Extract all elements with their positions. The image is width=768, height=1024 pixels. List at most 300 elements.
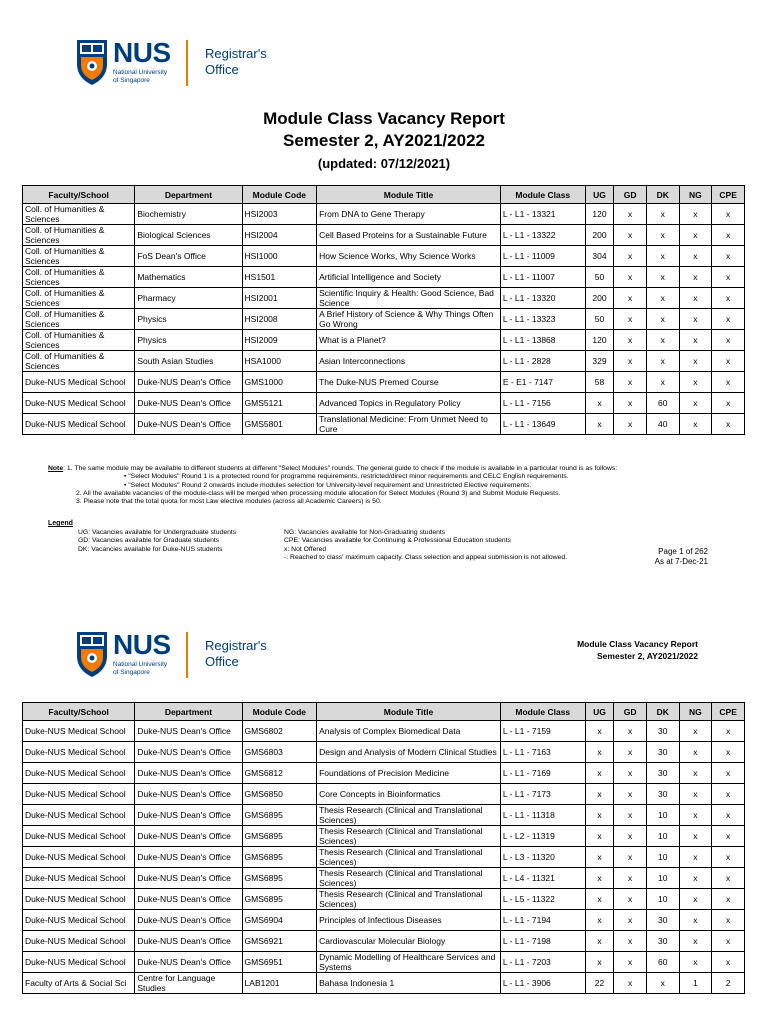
table-cell: x — [712, 225, 745, 246]
report-title: Module Class Vacancy Report — [263, 109, 505, 128]
table-row — [23, 721, 745, 742]
page2-semester: Semester 2, AY2021/2022 — [597, 651, 698, 661]
table-cell: x — [679, 826, 712, 847]
table-cell: x — [679, 225, 712, 246]
table-cell: Thesis Research (Clinical and Translational Sciences) — [317, 889, 501, 910]
table-cell: Principles of Infectious Diseases — [317, 910, 501, 931]
nus-subtitle: National University of Singapore — [113, 661, 168, 676]
table-cell: GMS6895 — [242, 826, 317, 847]
vacancy-table-page-1 — [22, 185, 745, 435]
table-cell: HSI2004 — [242, 225, 317, 246]
table-cell: x — [712, 288, 745, 309]
table-cell: x — [712, 309, 745, 330]
column-header: UG — [585, 186, 614, 204]
notes-label: Note — [48, 465, 64, 472]
table-cell: GMS6850 — [242, 784, 317, 805]
table-cell: GMS6895 — [242, 805, 317, 826]
table-cell: x — [712, 826, 745, 847]
table-cell: L - L2 - 11319 — [500, 826, 585, 847]
table-cell: Duke-NUS Medical School — [23, 805, 135, 826]
table-cell: Duke-NUS Medical School — [23, 742, 135, 763]
table-cell: GMS6921 — [242, 931, 317, 952]
logo-divider — [186, 40, 188, 86]
table-cell: x — [679, 721, 712, 742]
table-cell: Design and Analysis of Modern Clinical Studies — [317, 742, 501, 763]
table-cell: x — [679, 931, 712, 952]
table-cell: Duke-NUS Dean's Office — [135, 742, 242, 763]
table-cell: Duke-NUS Medical School — [23, 910, 135, 931]
table-cell: L - L1 - 7169 — [500, 763, 585, 784]
table-cell: How Science Works, Why Science Works — [317, 246, 501, 267]
table-cell: x — [614, 973, 647, 994]
table-row — [23, 393, 745, 414]
table-cell: Thesis Research (Clinical and Translational Sciences) — [317, 826, 501, 847]
table-cell: x — [614, 204, 647, 225]
table-cell: L - L1 - 7203 — [500, 952, 585, 973]
table-cell: x — [646, 225, 679, 246]
table-cell: Pharmacy — [135, 288, 242, 309]
legend-gd: GD: Vacancies available for Graduate students — [78, 537, 220, 545]
table-cell: x — [712, 351, 745, 372]
table-cell: Core Concepts in Bioinformatics — [317, 784, 501, 805]
table-row — [23, 204, 745, 225]
table-cell: 30 — [646, 742, 679, 763]
table-cell: x — [712, 931, 745, 952]
report-title-block — [0, 108, 768, 174]
table-cell: x — [614, 910, 647, 931]
table-cell: Duke-NUS Dean's Office — [135, 721, 242, 742]
table-cell: L - L1 - 2828 — [500, 351, 585, 372]
table-cell: L - L1 - 13321 — [500, 204, 585, 225]
notes-section — [48, 465, 748, 506]
table-row — [23, 910, 745, 931]
column-header: Department — [135, 186, 242, 204]
table-cell: x — [712, 246, 745, 267]
table-cell: What is a Planet? — [317, 330, 501, 351]
table-row — [23, 952, 745, 973]
table-cell: GMS6904 — [242, 910, 317, 931]
table-cell: x — [585, 910, 614, 931]
table-cell: GMS6803 — [242, 742, 317, 763]
table-cell: x — [679, 267, 712, 288]
table-cell: x — [585, 805, 614, 826]
table-cell: x — [679, 330, 712, 351]
table-cell: 58 — [585, 372, 614, 393]
table-row — [23, 931, 745, 952]
table-cell: x — [585, 952, 614, 973]
note-bullet-2: • "Select Modules" Round 2 onwards include modules selection for University-level requirement and Unrestricted Elective requirements. — [124, 481, 532, 489]
table-cell: x — [679, 952, 712, 973]
table-cell: x — [614, 267, 647, 288]
table-cell: x — [679, 805, 712, 826]
table-cell: Duke-NUS Medical School — [23, 414, 135, 435]
table-cell: E - E1 - 7147 — [500, 372, 585, 393]
table-cell: GMS6895 — [242, 847, 317, 868]
table-cell: Thesis Research (Clinical and Translational Sciences) — [317, 805, 501, 826]
column-header: Module Class — [500, 186, 585, 204]
table-cell: x — [614, 931, 647, 952]
table-cell: GMS6895 — [242, 868, 317, 889]
column-header: Module Class — [500, 703, 585, 721]
table-cell: Duke-NUS Medical School — [23, 889, 135, 910]
table-cell: L - L1 - 13320 — [500, 288, 585, 309]
table-row — [23, 973, 745, 994]
nus-registrar-logo — [75, 38, 295, 88]
table-cell: x — [712, 952, 745, 973]
nus-subtitle: National University of Singapore — [113, 69, 168, 84]
table-cell: x — [646, 330, 679, 351]
table-cell: x — [679, 246, 712, 267]
table-cell: HSI2008 — [242, 309, 317, 330]
table-cell: Duke-NUS Dean's Office — [135, 763, 242, 784]
table-row — [23, 868, 745, 889]
table-cell: The Duke-NUS Premed Course — [317, 372, 501, 393]
table-cell: Cell Based Proteins for a Sustainable Future — [317, 225, 501, 246]
table-cell: x — [585, 763, 614, 784]
table-cell: GMS6802 — [242, 721, 317, 742]
note-1: : 1. The same module may be available to different students at different "Select Modules" rounds. The general guide to check if the module is available in a particular round is as follows: — [63, 465, 618, 472]
table-row — [23, 847, 745, 868]
table-cell: 10 — [646, 868, 679, 889]
table-cell: x — [712, 414, 745, 435]
table-cell: x — [679, 309, 712, 330]
column-header: Module Title — [317, 186, 501, 204]
table-cell: x — [712, 868, 745, 889]
page2-header — [577, 638, 698, 662]
table-cell: GMS1000 — [242, 372, 317, 393]
table-cell: 30 — [646, 721, 679, 742]
table-cell: L - L1 - 13322 — [500, 225, 585, 246]
table-cell: L - L1 - 11007 — [500, 267, 585, 288]
table-cell: LAB1201 — [242, 973, 317, 994]
legend-left — [78, 529, 236, 554]
note-2: 2. All the available vacancies of the module-class will be merged when processing module allocation for Select Modules (Round 3) and Submit Module Requests. — [76, 489, 561, 497]
page-gap — [0, 575, 768, 600]
legend-ug: UG: Vacancies available for Undergraduate students — [78, 529, 237, 536]
table-cell: x — [614, 393, 647, 414]
table-cell: L - L1 - 13868 — [500, 330, 585, 351]
table-cell: 30 — [646, 931, 679, 952]
table-cell: x — [614, 847, 647, 868]
table-cell: x — [712, 372, 745, 393]
legend-x: x: Not Offered — [284, 545, 327, 553]
table-row — [23, 351, 745, 372]
table-cell: L - L1 - 13323 — [500, 309, 585, 330]
table-cell: x — [614, 826, 647, 847]
table-cell: Translational Medicine: From Unmet Need to Cure — [317, 414, 501, 435]
table-cell: Duke-NUS Medical School — [23, 847, 135, 868]
table-cell: Duke-NUS Medical School — [23, 372, 135, 393]
nus-crest-icon — [75, 38, 109, 86]
report-updated: (updated: 07/12/2021) — [317, 156, 451, 171]
table-row — [23, 372, 745, 393]
table-cell: Cardiovascular Molecular Biology — [317, 931, 501, 952]
column-header: DK — [646, 186, 679, 204]
table-cell: 200 — [585, 225, 614, 246]
table-cell: Coll. of Humanities & Sciences — [23, 225, 135, 246]
nus-registrar-logo-2 — [75, 630, 295, 680]
table-cell: x — [585, 414, 614, 435]
table-cell: L - L1 - 7194 — [500, 910, 585, 931]
table-cell: x — [679, 414, 712, 435]
table-cell: Coll. of Humanities & Sciences — [23, 309, 135, 330]
column-header: DK — [646, 703, 679, 721]
table-cell: Thesis Research (Clinical and Translational Sciences) — [317, 847, 501, 868]
table-cell: x — [646, 204, 679, 225]
table-cell: 10 — [646, 826, 679, 847]
table-cell: Mathematics — [135, 267, 242, 288]
table-cell: Duke-NUS Dean's Office — [135, 952, 242, 973]
legend-dk: DK: Vacancies available for Duke-NUS students — [78, 545, 223, 553]
table-cell: Bahasa Indonesia 1 — [317, 973, 501, 994]
table-cell: L - L1 - 11009 — [500, 246, 585, 267]
legend-dash: -: Reached to class' maximum capacity. Class selection and appeal submission is not allowed. — [284, 553, 567, 561]
table-cell: x — [585, 868, 614, 889]
table-cell: Coll. of Humanities & Sciences — [23, 204, 135, 225]
table-cell: HSI1000 — [242, 246, 317, 267]
table-cell: 40 — [646, 414, 679, 435]
table-cell: Coll. of Humanities & Sciences — [23, 246, 135, 267]
table-cell: Duke-NUS Medical School — [23, 931, 135, 952]
table-cell: South Asian Studies — [135, 351, 242, 372]
table-row — [23, 414, 745, 435]
table-cell: L - L1 - 7163 — [500, 742, 585, 763]
table-cell: Foundations of Precision Medicine — [317, 763, 501, 784]
table-cell: Duke-NUS Medical School — [23, 784, 135, 805]
table-cell: x — [614, 889, 647, 910]
table-cell: x — [679, 372, 712, 393]
table-cell: x — [712, 267, 745, 288]
table-cell: x — [646, 351, 679, 372]
table-cell: x — [712, 805, 745, 826]
legend-cpe: CPE: Vacancies available for Continuing & Professional Education students — [284, 537, 511, 545]
table-cell: Advanced Topics in Regulatory Policy — [317, 393, 501, 414]
table-cell: Physics — [135, 330, 242, 351]
column-header: NG — [679, 186, 712, 204]
table-cell: Duke-NUS Medical School — [23, 826, 135, 847]
table-cell: 30 — [646, 784, 679, 805]
table-cell: Duke-NUS Medical School — [23, 952, 135, 973]
table-cell: x — [712, 742, 745, 763]
table-cell: Asian Interconnections — [317, 351, 501, 372]
table-cell: x — [585, 393, 614, 414]
table-cell: GMS5801 — [242, 414, 317, 435]
table-cell: Duke-NUS Dean's Office — [135, 784, 242, 805]
table-cell: L - L3 - 11320 — [500, 847, 585, 868]
note-3: 3. Please note that the total quota for most Law elective modules (across all Academic Careers) is 50. — [76, 498, 382, 506]
table-cell: x — [679, 868, 712, 889]
table-cell: x — [614, 742, 647, 763]
table-cell: x — [585, 889, 614, 910]
table-cell: 2 — [712, 973, 745, 994]
column-header: UG — [585, 703, 614, 721]
table-row — [23, 330, 745, 351]
table-cell: x — [614, 246, 647, 267]
registrar-office-label: Registrar's Office — [205, 46, 267, 77]
table-cell: x — [679, 910, 712, 931]
table-header-row — [23, 703, 745, 721]
table-header-row — [23, 186, 745, 204]
table-cell: 60 — [646, 393, 679, 414]
table-cell: x — [614, 351, 647, 372]
table-cell: x — [712, 763, 745, 784]
column-header: Module Code — [242, 186, 317, 204]
table-cell: x — [712, 204, 745, 225]
table-cell: Scientific Inquiry & Health: Good Science, Bad Science — [317, 288, 501, 309]
table-row — [23, 889, 745, 910]
as-at-date: As at 7-Dec-21 — [654, 557, 708, 566]
table-cell: x — [614, 784, 647, 805]
table-cell: Thesis Research (Clinical and Translational Sciences) — [317, 868, 501, 889]
table-cell: 304 — [585, 246, 614, 267]
table-cell: 30 — [646, 763, 679, 784]
table-cell: x — [712, 889, 745, 910]
table-cell: x — [679, 742, 712, 763]
table-cell: HSI2003 — [242, 204, 317, 225]
table-cell: x — [646, 973, 679, 994]
table-cell: 329 — [585, 351, 614, 372]
column-header: GD — [614, 186, 647, 204]
table-cell: x — [679, 889, 712, 910]
table-cell: x — [614, 868, 647, 889]
table-cell: FoS Dean's Office — [135, 246, 242, 267]
table-cell: x — [712, 784, 745, 805]
table-cell: Duke-NUS Dean's Office — [135, 826, 242, 847]
table-cell: x — [679, 784, 712, 805]
table-cell: x — [585, 826, 614, 847]
table-cell: 10 — [646, 805, 679, 826]
table-cell: x — [679, 847, 712, 868]
table-cell: x — [712, 910, 745, 931]
table-cell: L - L1 - 11318 — [500, 805, 585, 826]
table-cell: x — [646, 309, 679, 330]
table-cell: Duke-NUS Dean's Office — [135, 393, 242, 414]
table-row — [23, 246, 745, 267]
column-header: Module Title — [317, 703, 501, 721]
table-cell: L - L1 - 13649 — [500, 414, 585, 435]
table-cell: Artificial Intelligence and Society — [317, 267, 501, 288]
table-cell: GMS6951 — [242, 952, 317, 973]
column-header: Faculty/School — [23, 703, 135, 721]
column-header: GD — [614, 703, 647, 721]
report-semester: Semester 2, AY2021/2022 — [283, 131, 485, 150]
table-cell: x — [585, 721, 614, 742]
logo-divider — [186, 632, 188, 678]
table-cell: x — [679, 288, 712, 309]
table-cell: x — [712, 393, 745, 414]
table-cell: 60 — [646, 952, 679, 973]
column-header: Faculty/School — [23, 186, 135, 204]
table-cell: Faculty of Arts & Social Sci — [23, 973, 135, 994]
table-cell: Duke-NUS Dean's Office — [135, 910, 242, 931]
legend-title: Legend — [48, 520, 73, 527]
table-cell: x — [614, 952, 647, 973]
table-cell: Duke-NUS Medical School — [23, 393, 135, 414]
page-info — [655, 547, 708, 567]
table-cell: x — [614, 372, 647, 393]
table-cell: Duke-NUS Dean's Office — [135, 868, 242, 889]
table-cell: Duke-NUS Dean's Office — [135, 889, 242, 910]
table-cell: GMS6895 — [242, 889, 317, 910]
table-cell: x — [585, 784, 614, 805]
table-row — [23, 805, 745, 826]
page2-title: Module Class Vacancy Report — [577, 639, 698, 649]
legend-ng: NG: Vacancies available for Non-Graduating students — [284, 529, 446, 536]
table-cell: HS1501 — [242, 267, 317, 288]
table-cell: x — [712, 847, 745, 868]
table-cell: Coll. of Humanities & Sciences — [23, 330, 135, 351]
table-cell: x — [679, 763, 712, 784]
table-cell: Biochemistry — [135, 204, 242, 225]
table-cell: Duke-NUS Dean's Office — [135, 805, 242, 826]
table-cell: Physics — [135, 309, 242, 330]
table-cell: L - L1 - 3906 — [500, 973, 585, 994]
table-cell: x — [646, 267, 679, 288]
table-cell: Duke-NUS Dean's Office — [135, 931, 242, 952]
table-cell: x — [585, 742, 614, 763]
vacancy-table-page-2 — [22, 702, 745, 994]
table-cell: x — [712, 330, 745, 351]
table-cell: 200 — [585, 288, 614, 309]
table-cell: Dynamic Modelling of Healthcare Services and Systems — [317, 952, 501, 973]
table-cell: Centre for Language Studies — [135, 973, 242, 994]
report-page-2 — [0, 600, 768, 1024]
table-cell: L - L1 - 7173 — [500, 784, 585, 805]
table-cell: 50 — [585, 267, 614, 288]
table-cell: From DNA to Gene Therapy — [317, 204, 501, 225]
table-cell: Coll. of Humanities & Sciences — [23, 351, 135, 372]
table-cell: GMS6812 — [242, 763, 317, 784]
nus-wordmark: NUS — [113, 37, 171, 68]
table-cell: x — [614, 414, 647, 435]
column-header: Department — [135, 703, 242, 721]
table-cell: x — [585, 931, 614, 952]
table-cell: x — [585, 847, 614, 868]
table-row — [23, 826, 745, 847]
table-cell: x — [679, 204, 712, 225]
table-row — [23, 267, 745, 288]
column-header: CPE — [712, 186, 745, 204]
table-cell: 50 — [585, 309, 614, 330]
legend-right — [284, 529, 567, 562]
note-bullet-1: • "Select Modules" Round 1 is a protected round for programme requirements, restricted/direct minor requirements and CELC English requirements. — [124, 473, 569, 481]
nus-crest-icon — [75, 630, 109, 678]
table-cell: 10 — [646, 889, 679, 910]
table-cell: Biological Sciences — [135, 225, 242, 246]
column-header: Module Code — [242, 703, 317, 721]
table-cell: x — [614, 805, 647, 826]
table-cell: x — [614, 721, 647, 742]
table-cell: x — [679, 351, 712, 372]
table-row — [23, 742, 745, 763]
table-row — [23, 225, 745, 246]
table-cell: Duke-NUS Dean's Office — [135, 847, 242, 868]
table-cell: x — [614, 763, 647, 784]
table-cell: x — [614, 225, 647, 246]
table-cell: Duke-NUS Medical School — [23, 868, 135, 889]
table-cell: GMS5121 — [242, 393, 317, 414]
table-cell: 120 — [585, 204, 614, 225]
table-cell: x — [614, 309, 647, 330]
nus-wordmark: NUS — [113, 629, 171, 660]
table-cell: x — [679, 393, 712, 414]
table-row — [23, 763, 745, 784]
registrar-office-label: Registrar's Office — [205, 638, 267, 669]
table-cell: HSA1000 — [242, 351, 317, 372]
page-number: Page 1 of 262 — [658, 547, 708, 556]
table-cell: x — [646, 288, 679, 309]
table-cell: Coll. of Humanities & Sciences — [23, 267, 135, 288]
